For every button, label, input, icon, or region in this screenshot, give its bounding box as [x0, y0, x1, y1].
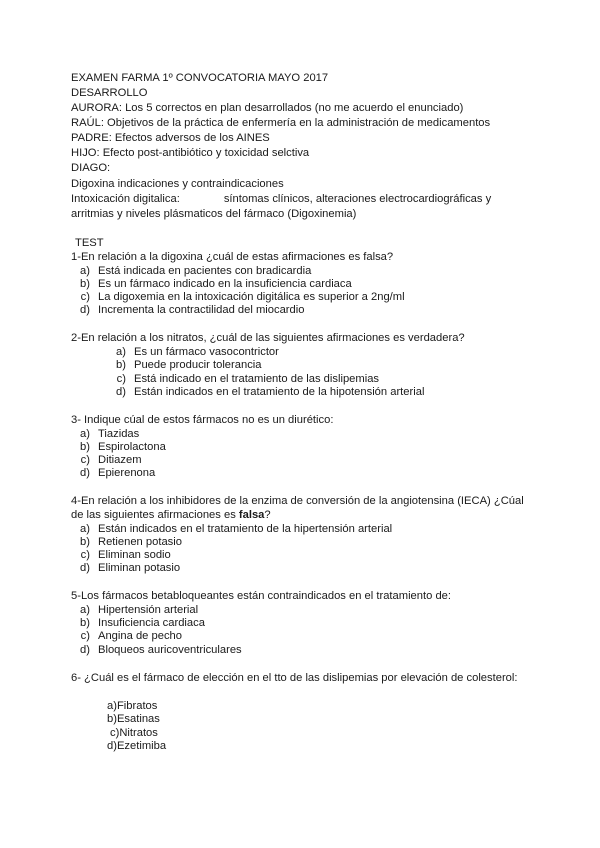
option-letter: d) — [80, 304, 90, 316]
option-letter: b) — [80, 441, 90, 453]
question-1-option-c — [71, 291, 405, 305]
option-text: Están indicados en el tratamiento de la hipertensión arterial — [98, 523, 393, 535]
question-text-part: de las siguientes afirmaciones es — [71, 509, 239, 521]
exam-title: EXAMEN FARMA 1º CONVOCATORIA MAYO 2017 — [71, 72, 329, 84]
question-1 — [71, 251, 393, 265]
option-letter: a) — [116, 346, 126, 358]
desarrollo-item: PADRE: Efectos adversos de los AINES — [71, 132, 270, 144]
option-text: Incrementa la contractilidad del miocardio — [98, 304, 305, 316]
option-letter: b) — [80, 536, 90, 548]
question-1-option-b — [71, 278, 352, 292]
option-letter: b) — [116, 359, 126, 371]
option-text: Bloqueos auricoventriculares — [98, 644, 242, 656]
question-5-option-a — [71, 604, 198, 618]
question-2: 2-En relación a los nitratos, ¿cuál de las siguientes afirmaciones es verdadera? — [71, 332, 465, 344]
intox-text-1: síntomas clínicos, alteraciones electrocardiográficas y — [223, 193, 492, 205]
option-text: Esatinas — [116, 713, 160, 725]
section-heading-test: TEST — [75, 237, 104, 249]
desarrollo-item: RAÚL: Objetivos de la práctica de enfermería en la administración de medicamentos — [71, 117, 491, 129]
option-text: Insuficiencia cardiaca — [98, 617, 205, 629]
question-6-option-c — [110, 727, 158, 741]
question-6-option-b — [107, 713, 160, 727]
question-2-option-d — [107, 386, 424, 400]
intox-line-1 — [71, 193, 491, 207]
question-3-option-d — [71, 467, 155, 481]
desarrollo-item: HIJO: Efecto post-antibiótico y toxicidad selctiva — [71, 147, 310, 159]
question-text-part: ? — [264, 509, 271, 521]
intox-line-2: arritmias y niveles plásmaticos del fármaco (Digoxinemia) — [71, 208, 357, 220]
question-2-option-c — [107, 373, 379, 387]
question-4: 4-En relación a los inhibidores de la enzima de conversión de la angiotensina (IECA) ¿Cúal — [71, 495, 524, 507]
option-text: Eliminan potasio — [98, 562, 181, 574]
option-letter: c) — [80, 454, 90, 466]
question-5-option-d — [71, 644, 242, 658]
option-letter: c) — [80, 291, 90, 303]
option-letter: a) — [80, 428, 90, 440]
question-4-option-b — [71, 536, 182, 550]
question-1-option-d — [71, 304, 304, 318]
option-letter: c) — [80, 630, 90, 642]
question-6-option-d — [107, 740, 166, 754]
desarrollo-item: AURORA: Los 5 correctos en plan desarrollados (no me acuerdo el enunciado) — [71, 102, 464, 114]
option-text: Ezetimiba — [116, 740, 167, 752]
question-emphasis: falsa — [238, 509, 265, 521]
question-4-option-d — [71, 562, 180, 576]
intox-label: Intoxicación digitalica: — [71, 193, 180, 205]
desarrollo-item: DIAGO: — [71, 162, 111, 174]
question-6: 6- ¿Cuál es el fármaco de elección en el tto de las dislipemias por elevación de colesterol: — [71, 672, 518, 684]
option-text: Está indicado en el tratamiento de las dislipemias — [134, 373, 380, 385]
option-text: Espirolactona — [98, 441, 166, 453]
question-3-option-b — [71, 441, 166, 455]
option-letter: a) — [107, 700, 117, 712]
question-4-line-2 — [71, 509, 271, 523]
question-2-option-a — [107, 346, 279, 360]
option-letter: c) — [116, 373, 126, 385]
option-text: La digoxemia en la intoxicación digitálica es superior a 2ng/ml — [98, 291, 405, 303]
option-text: Ditiazem — [98, 454, 142, 466]
option-letter: d) — [80, 562, 90, 574]
question-5: 5-Los fármacos betabloqueantes están contraindicados en el tratamiento de: — [71, 590, 451, 602]
option-text: Angina de pecho — [98, 630, 182, 642]
option-letter: b) — [107, 713, 117, 725]
question-3-option-a — [71, 428, 139, 442]
question-4-option-c — [71, 549, 171, 563]
option-letter: a) — [80, 523, 90, 535]
question-6-option-a — [107, 700, 157, 714]
option-letter: b) — [80, 278, 90, 290]
question-5-option-b — [71, 617, 205, 631]
option-text: Epierenona — [98, 467, 156, 479]
question-5-option-c — [71, 630, 182, 644]
question-4-option-a — [71, 523, 392, 537]
option-text: Están indicados en el tratamiento de la hipotensión arterial — [134, 386, 425, 398]
option-letter: b) — [80, 617, 90, 629]
option-letter: a) — [80, 265, 90, 277]
option-letter: c) — [80, 549, 90, 561]
option-text: Nitratos — [119, 727, 158, 739]
option-letter: d) — [116, 386, 126, 398]
option-letter: c) — [110, 727, 120, 739]
option-text: Eliminan sodio — [98, 549, 171, 561]
option-letter: d) — [80, 644, 90, 656]
option-text: Está indicada en pacientes con bradicardia — [98, 265, 312, 277]
question-text: 1-En relación a la digoxina ¿cuál de estas afirmaciones es falsa? — [71, 251, 394, 263]
question-3-option-c — [71, 454, 142, 468]
option-letter: d) — [80, 467, 90, 479]
option-text: Fibratos — [116, 700, 158, 712]
option-text: Tiazidas — [98, 428, 140, 440]
option-letter: d) — [107, 740, 117, 752]
question-2-option-b — [107, 359, 262, 373]
option-text: Es un fármaco vasocontrictor — [134, 346, 279, 358]
question-1-option-a — [71, 265, 311, 279]
question-3: 3- Indique cúal de estos fármacos no es un diurético: — [71, 414, 334, 426]
option-text: Hipertensión arterial — [98, 604, 199, 616]
option-text: Retienen potasio — [98, 536, 182, 548]
section-heading-desarrollo: DESARROLLO — [71, 87, 148, 99]
desarrollo-item: Digoxina indicaciones y contraindicaciones — [71, 178, 284, 190]
option-text: Es un fármaco indicado en la insuficiencia cardiaca — [98, 278, 352, 290]
option-text: Puede producir tolerancia — [134, 359, 262, 371]
option-letter: a) — [80, 604, 90, 616]
